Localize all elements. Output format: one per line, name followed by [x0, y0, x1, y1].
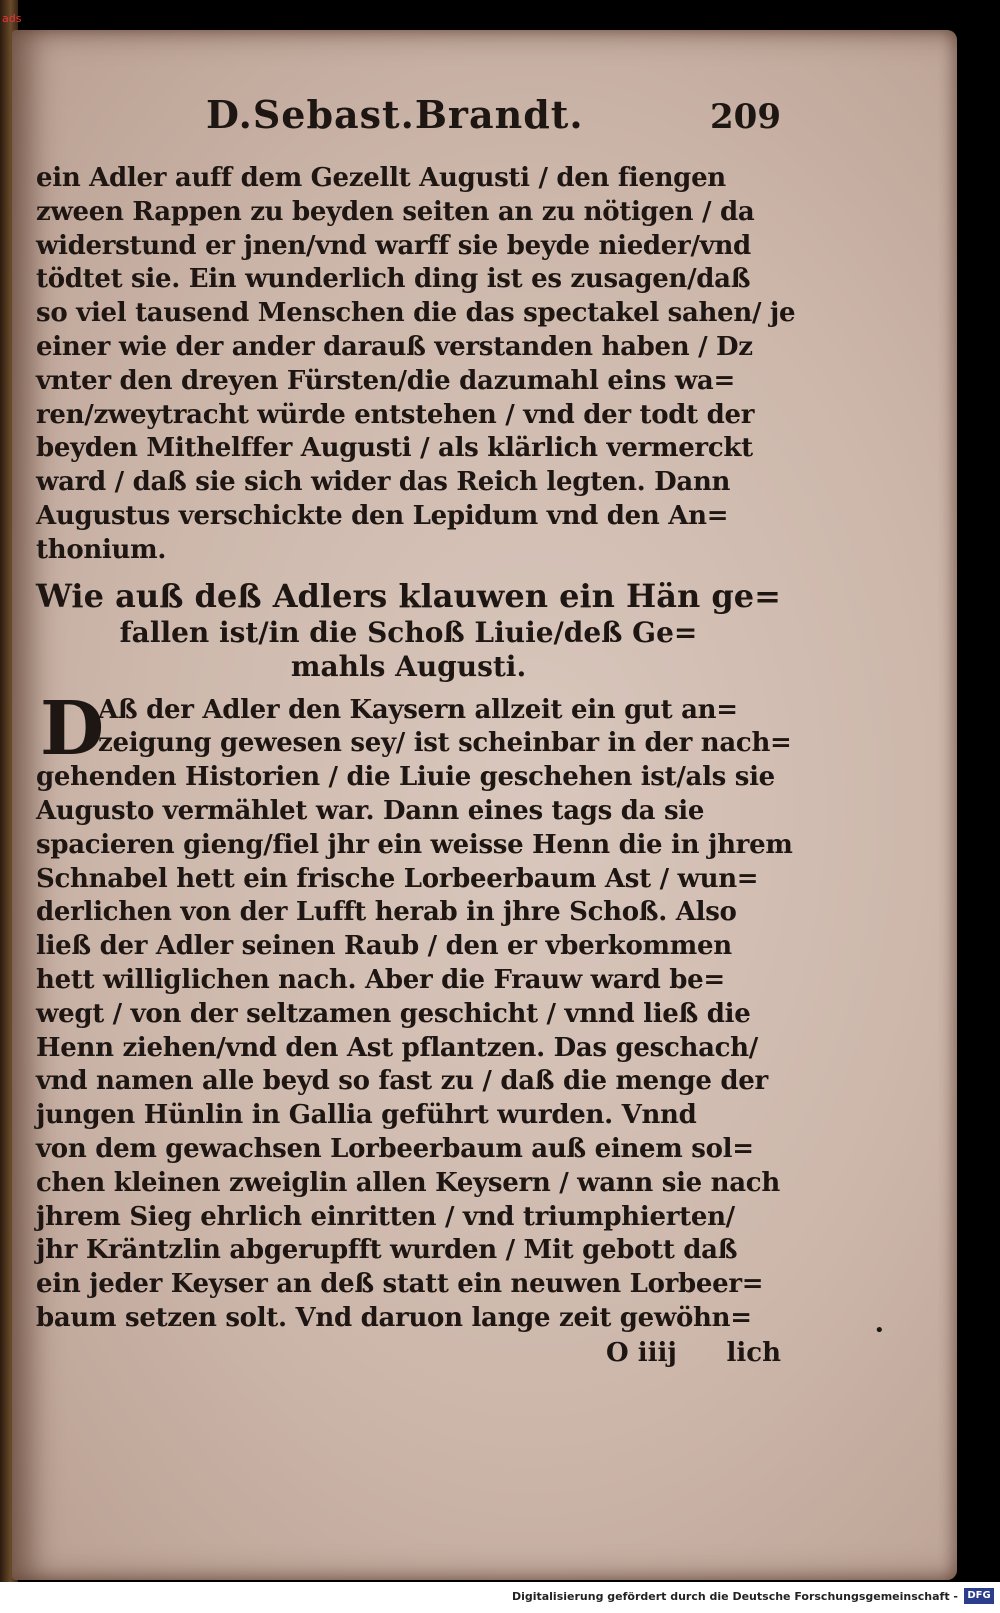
text-line: so viel tausend Menschen die das spectakel sahen/ je: [36, 298, 796, 329]
text-block: [36, 92, 796, 1372]
footer-credit: Digitalisierung gefördert durch die Deutsche Forschungsgemeinschaft -: [511, 1590, 958, 1603]
book-page: [12, 30, 957, 1580]
text-line: beyden Mithelffer Augusti / als klärlich vermerckt: [36, 433, 753, 464]
corner-mark: ads: [2, 12, 22, 25]
text-line: zeigung gewesen sey/ ist scheinbar in der nach=: [98, 728, 792, 759]
text-line: zween Rappen zu beyden seiten an zu nötigen / da: [36, 196, 755, 227]
text-line: derlichen von der Lufft herab in jhre Schoß. Also: [36, 897, 737, 928]
section-heading: [36, 576, 781, 684]
text-line: jungen Hünlin in Gallia geführt wurden. Vnnd: [36, 1100, 697, 1131]
text-line: baum setzen solt. Vnd daruon lange zeit gewöhn=: [36, 1302, 752, 1333]
text-line: Schnabel hett ein frische Lorbeerbaum Ast / wun=: [36, 863, 759, 894]
text-line: tödtet sie. Ein wunderlich ding ist es zusagen/daß: [36, 264, 751, 295]
signature-line: [36, 1338, 781, 1372]
text-line: Henn ziehen/vnd den Ast pflantzen. Das geschach/: [36, 1032, 758, 1063]
text-line: von dem gewachsen Lorbeerbaum auß einem sol=: [36, 1133, 754, 1164]
catchword: lich: [726, 1337, 781, 1368]
text-line: widerstund er jnen/vnd warff sie beyde nieder/vnd: [36, 230, 751, 261]
text-line: ein Adler auff dem Gezellt Augusti / den fiengen: [36, 163, 726, 193]
text-line: jhrem Sieg ehrlich einritten / vnd triumphierten/: [36, 1201, 735, 1232]
text-line: Augusto vermählet war. Dann eines tags da sie: [36, 795, 705, 826]
text-line: vnter den dreyen Fürsten/die dazumahl eins wa=: [36, 365, 735, 396]
heading-line: fallen ist/in die Schoß Liuie/deß Ge=: [119, 615, 698, 649]
signature-mark: O iiij: [606, 1337, 677, 1368]
dfg-logo-icon: DFG: [964, 1588, 994, 1604]
text-line: thonium.: [36, 534, 167, 565]
text-line: ren/zweytracht würde entstehen / vnd der todt der: [36, 399, 755, 430]
text-line: gehenden Historien / die Liuie geschehen ist/als sie: [36, 762, 775, 793]
text-line: vnd namen alle beyd so fast zu / daß die menge der: [36, 1066, 768, 1097]
drop-cap: D: [40, 685, 105, 772]
text-line: spacieren gieng/fiel jhr ein weisse Henn die in jhrem: [36, 829, 793, 860]
text-line: ließ der Adler seinen Raub / den er vberkommen: [36, 931, 732, 962]
text-line: jhr Kräntzlin abgerupfft wurden / Mit gebott daß: [36, 1235, 738, 1266]
running-title: D.Sebast.Brandt.: [206, 92, 584, 137]
footer-bar: [0, 1582, 1000, 1613]
text-line: ward / daß sie sich wider das Reich legten. Dann: [36, 467, 731, 498]
page-number: 209: [710, 97, 781, 137]
paragraph-1: [36, 162, 796, 568]
text-line: Augustus verschickte den Lepidum vnd den An=: [36, 500, 729, 531]
heading-line: Wie auß deß Adlers klauwen ein Hän ge=: [36, 576, 781, 615]
text-line: chen kleinen zweiglin allen Keysern / wann sie nach: [36, 1167, 780, 1198]
text-line: hett williglichen nach. Aber die Frauw ward be=: [36, 964, 725, 995]
text-line: ein jeder Keyser an deß statt ein neuwen Lorbeer=: [36, 1269, 764, 1300]
heading-line: mahls Augusti.: [290, 649, 527, 683]
text-line: wegt / von der seltzamen geschicht / vnnd ließ die: [36, 998, 751, 1029]
text-line: einer wie der ander darauß verstanden haben / Dz: [36, 331, 753, 362]
margin-dot: •: [874, 1320, 885, 1341]
running-head: [36, 92, 781, 162]
text-line: Aß der Adler den Kaysern allzeit ein gut an=: [98, 694, 738, 725]
paragraph-2: [36, 685, 793, 1336]
